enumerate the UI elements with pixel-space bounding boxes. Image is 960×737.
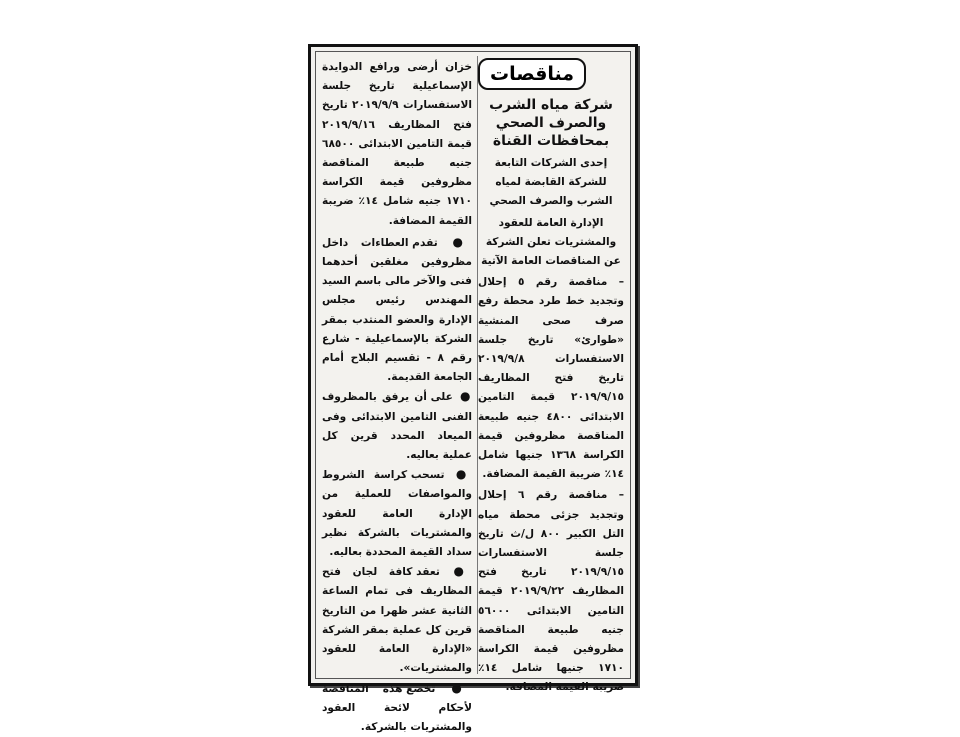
condition-text-4: تعقد كافة لجان فتح المظاريف فى تمام الساعة الثانية عشر ظهرا من التاريخ قرين كل عملية بمقر الشركة «الإدارة العامة للعقود والمشتريات». xyxy=(322,566,472,674)
newspaper-clipping xyxy=(308,44,638,686)
announcement-text: الإدارة العامة للعقود والمشتريات تعلن الشركة عن المناقصات العامة الآتية xyxy=(478,214,624,272)
condition-text-3: تسحب كراسة الشروط والمواصفات للعملية من الإدارة العامة للعقود والمشتريات بالشركة نظير سداد القيمة المحددة بعاليه. xyxy=(322,469,472,558)
tender-5: – مناقصة رقم ٥ إحلال وتجديد خط طرد محطة رفع صرف صحى المنشية «طوارئ» تاريخ جلسة الاستفسارات ٢٠١٩/٩/٨ تاريخ فتح المظاريف ٢٠١٩/٩/١٥ قيمة التامين الابتدائى ٤٨٠٠ جنيه طبيعة المناقصة مظروفين قيمة الكراسة ١٣٦٨ جنيها شامل ١٤٪ ضريبة القيمة المضافة. xyxy=(478,273,624,484)
column-divider xyxy=(477,56,478,674)
tender-continued: خزان أرضى ورافع الدوايدة الإسماعيلية تاريخ جلسة الاستفسارات ٢٠١٩/٩/٩ تاريخ فتح المظاريف ٢٠١٩/٩/١٦ قيمة التامين الابتدائى ٦٨٥٠٠ جنيه طبيعة المناقصة مظروفين قيمة الكراسة ١٧١٠ جنيه شامل ١٤٪ ضريبة القيمة المضافة. xyxy=(322,58,472,231)
bullet-icon: ● xyxy=(456,467,472,481)
condition-bullet-5 xyxy=(322,679,472,737)
banner-title: مناقصات xyxy=(478,58,586,90)
intro-text: إحدى الشركات التابعة للشركة القابضة لمياه الشرب والصرف الصحي xyxy=(478,154,624,212)
condition-bullet-4 xyxy=(322,562,472,678)
tender-6: – مناقصة رقم ٦ إحلال وتجديد جزئى محطة مياه التل الكبير ٨٠٠ ل/ث تاريخ جلسة الاستفسارات ٢٠١٩/٩/١٥ تاريخ فتح المظاريف ٢٠١٩/٩/٢٢ قيمة التامين الابتدائى ٥٦٠٠٠ جنيه طبيعة المناقصة مظروفين قيمة الكراسة ١٧١٠ جنيها شامل ١٤٪ ضريبة القيمة المضافة. xyxy=(478,486,624,697)
bullet-icon: ● xyxy=(451,681,472,695)
company-name: شركة مياه الشرب والصرف الصحي بمحافظات القناة xyxy=(478,96,624,150)
condition-text-5: تخضع هذه المناقصة لأحكام لائحة العقود والمشتريات بالشركة. xyxy=(322,683,472,733)
left-column xyxy=(322,58,472,672)
condition-bullet-1 xyxy=(322,233,472,388)
banner xyxy=(478,58,624,90)
bullet-icon: ● xyxy=(452,235,472,249)
condition-text-2: على أن يرفق بالمظروف الفنى التامين الابتدائى وفى الميعاد المحدد قرين كل عملية بعاليه. xyxy=(322,391,472,461)
condition-text-1: تقدم العطاءات داخل مظروفين مغلقين أحدهما فنى والآخر مالى باسم السيد المهندس رئيس مجلس الإدارة والعضو المنتدب بمقر الشركة بالإسماعيلية - شارع رقم ٨ - تقسيم البلاح أمام الجامعة القديمة. xyxy=(322,237,472,383)
bullet-icon: ● xyxy=(454,564,472,578)
bullet-icon: ● xyxy=(460,389,472,403)
right-column xyxy=(478,58,624,672)
condition-bullet-2 xyxy=(322,387,472,465)
clipping-frame xyxy=(315,51,631,679)
condition-bullet-3 xyxy=(322,465,472,562)
